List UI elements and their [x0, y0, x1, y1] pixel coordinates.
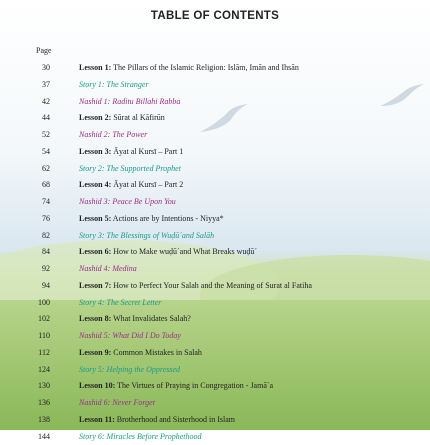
- entry-title: [79, 77, 149, 94]
- entry-title: [79, 127, 147, 144]
- contents-entry[interactable]: [0, 110, 430, 127]
- entry-text: What Invalidates Salah?: [111, 314, 191, 323]
- entry-title: [79, 412, 235, 429]
- entry-label: Lesson 10:: [79, 381, 115, 390]
- entry-title: [79, 177, 183, 194]
- entry-label: Nashid 4: Medina: [79, 264, 137, 273]
- entry-label: Story 5: Helping the Oppressed: [79, 365, 180, 374]
- entry-title: [79, 244, 257, 261]
- entry-title: [79, 345, 202, 362]
- contents-entry[interactable]: [0, 94, 430, 111]
- entry-page-number: 54: [24, 144, 50, 161]
- entry-title: [79, 328, 181, 345]
- entry-page-number: 52: [24, 127, 50, 144]
- entry-text: The Virtues of Praying in Congregation - Jamā`a: [115, 381, 273, 390]
- contents-entry[interactable]: [0, 412, 430, 429]
- entry-label: Story 1: The Stranger: [79, 80, 149, 89]
- entry-page-number: 30: [24, 60, 50, 77]
- entry-title: [79, 60, 299, 77]
- contents-entry[interactable]: [0, 311, 430, 328]
- entry-label: Story 3: The Blessings of Wuḍū´and Salāh: [79, 231, 214, 240]
- entry-page-number: 92: [24, 261, 50, 278]
- entry-title: [79, 278, 312, 295]
- entry-page-number: 110: [24, 328, 50, 345]
- entry-title: [79, 295, 161, 312]
- entry-page-number: 136: [24, 395, 50, 412]
- entry-title: [79, 395, 155, 412]
- entry-page-number: 44: [24, 110, 50, 127]
- contents-entry[interactable]: [0, 244, 430, 261]
- entry-text: Āyat al Kursī – Part 1: [111, 147, 183, 156]
- contents-entry[interactable]: [0, 127, 430, 144]
- entry-title: [79, 194, 176, 211]
- entry-page-number: 94: [24, 278, 50, 295]
- entry-page-number: 144: [24, 429, 50, 445]
- page-title: TABLE OF CONTENTS: [0, 10, 430, 22]
- entry-text: The Pillars of the Islamic Religion: Islām, Imān and Ihsān: [111, 63, 299, 72]
- entry-page-number: 112: [24, 345, 50, 362]
- entry-page-number: 76: [24, 211, 50, 228]
- contents-entry[interactable]: [0, 378, 430, 395]
- contents-entry[interactable]: [0, 261, 430, 278]
- entry-title: [79, 261, 137, 278]
- page-column-header: Page: [36, 46, 52, 55]
- entry-label: Lesson 6:: [79, 247, 111, 256]
- contents-entry[interactable]: [0, 345, 430, 362]
- entry-label: Lesson 11:: [79, 415, 115, 424]
- entry-title: [79, 228, 214, 245]
- entry-page-number: 37: [24, 77, 50, 94]
- entry-label: Lesson 9:: [79, 348, 111, 357]
- entry-text: How to Make wuḍū´and What Breaks wuḍū´: [111, 247, 257, 256]
- entry-title: [79, 144, 183, 161]
- entry-text: Sūrat al Kāfirūn: [111, 113, 165, 122]
- entry-title: [79, 362, 180, 379]
- entry-page-number: 68: [24, 177, 50, 194]
- entry-text: Actions are by Intentions - Niyya*: [111, 214, 223, 223]
- entry-page-number: 102: [24, 311, 50, 328]
- entry-label: Lesson 3:: [79, 147, 111, 156]
- contents-entry[interactable]: [0, 211, 430, 228]
- entry-label: Story 6: Miracles Before Prophethood: [79, 432, 202, 441]
- entry-text: Āyat al Kursī – Part 2: [111, 180, 183, 189]
- contents-entry[interactable]: [0, 228, 430, 245]
- entry-label: Lesson 1:: [79, 63, 111, 72]
- entry-title: [79, 211, 224, 228]
- entry-text: How to Perfect Your Salah and the Meaning of Surat al Fatiha: [111, 281, 312, 290]
- contents-entry[interactable]: [0, 362, 430, 379]
- entry-title: [79, 378, 273, 395]
- entry-page-number: 130: [24, 378, 50, 395]
- entry-title: [79, 110, 165, 127]
- entry-page-number: 74: [24, 194, 50, 211]
- entry-title: [79, 311, 191, 328]
- entry-page-number: 138: [24, 412, 50, 429]
- entry-label: Nashid 1: Raditu Billahi Rabba: [79, 97, 180, 106]
- contents-entry[interactable]: [0, 60, 430, 77]
- entry-page-number: 124: [24, 362, 50, 379]
- entry-label: Story 4: The Secret Letter: [79, 298, 161, 307]
- contents-entry[interactable]: [0, 177, 430, 194]
- entry-label: Story 2: The Supported Prophet: [79, 164, 181, 173]
- entry-label: Nashid 3: Peace Be Upon You: [79, 197, 176, 206]
- contents-entry[interactable]: [0, 144, 430, 161]
- contents-entry[interactable]: [0, 77, 430, 94]
- contents-entry[interactable]: [0, 194, 430, 211]
- contents-entry[interactable]: [0, 328, 430, 345]
- entry-label: Nashid 5: What Did I Do Today: [79, 331, 181, 340]
- contents-entry[interactable]: [0, 278, 430, 295]
- entry-page-number: 42: [24, 94, 50, 111]
- entry-page-number: 84: [24, 244, 50, 261]
- entry-page-number: 100: [24, 295, 50, 312]
- entry-title: [79, 161, 181, 178]
- entry-text: Brotherhood and Sisterhood in Islam: [115, 415, 235, 424]
- entry-page-number: 62: [24, 161, 50, 178]
- contents-list: [0, 60, 430, 445]
- entry-title: [79, 429, 202, 445]
- entry-page-number: 82: [24, 228, 50, 245]
- entry-label: Lesson 5:: [79, 214, 111, 223]
- entry-text: Common Mistakes in Salah: [111, 348, 202, 357]
- contents-entry[interactable]: [0, 161, 430, 178]
- entry-label: Lesson 4:: [79, 180, 111, 189]
- entry-title: [79, 94, 180, 111]
- entry-label: Lesson 7:: [79, 281, 111, 290]
- entry-label: Nashid 2: The Power: [79, 130, 147, 139]
- contents-entry[interactable]: [0, 395, 430, 412]
- contents-entry[interactable]: [0, 429, 430, 445]
- entry-label: Lesson 2:: [79, 113, 111, 122]
- entry-label: Nashid 6: Never Forget: [79, 398, 155, 407]
- entry-label: Lesson 8:: [79, 314, 111, 323]
- contents-entry[interactable]: [0, 295, 430, 312]
